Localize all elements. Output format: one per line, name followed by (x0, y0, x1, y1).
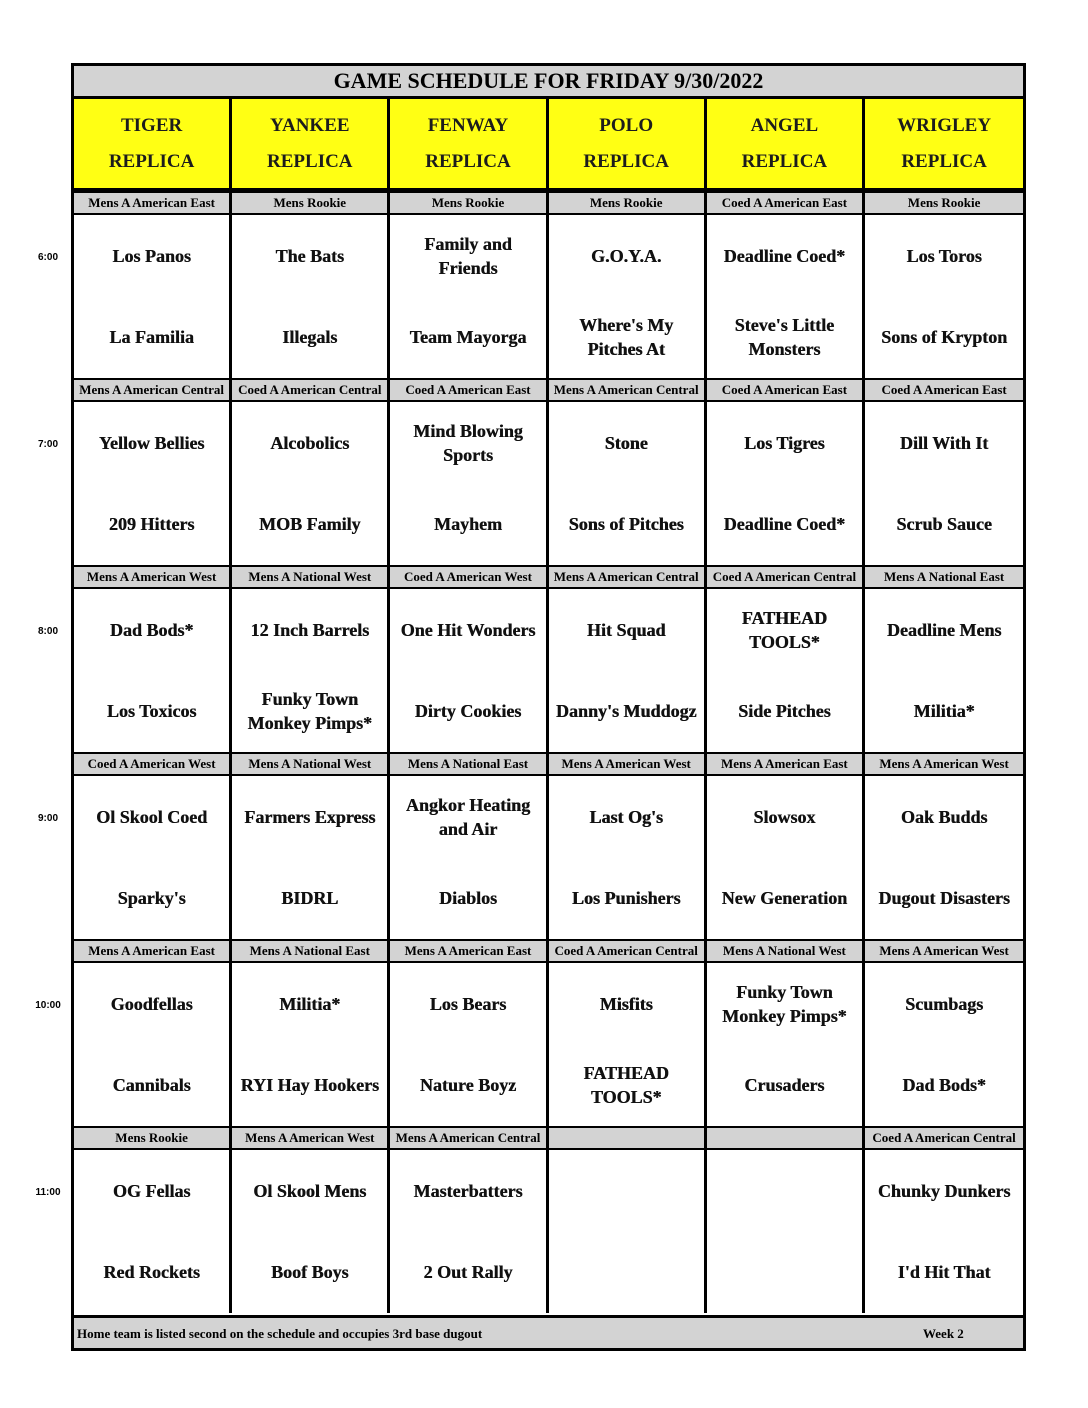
game-cell (232, 402, 390, 565)
home-team: Militia* (913, 701, 975, 721)
home-team: Steve's Little Monsters (734, 315, 835, 359)
field-subtitle: REPLICA (901, 150, 987, 172)
division-label: Coed A American Central (865, 1126, 1023, 1150)
home-team (707, 1236, 862, 1308)
field-fenway-header (390, 99, 548, 191)
division-label: Mens A American West (232, 1126, 390, 1150)
game-cell (390, 589, 548, 752)
division-label: Mens A National West (232, 752, 390, 776)
home-team: Dugout Disasters (878, 888, 1010, 908)
away-team: Yellow Bellies (98, 433, 205, 453)
division-label: Mens A National West (707, 939, 865, 963)
time-label: 11:00 (35, 1187, 61, 1198)
game-cell (707, 776, 865, 939)
game-cell (549, 589, 707, 752)
game-cell (74, 1150, 232, 1313)
page-title: GAME SCHEDULE FOR FRIDAY 9/30/2022 (74, 66, 1023, 99)
away-team: Family and Friends (424, 234, 512, 278)
game-cell (865, 963, 1023, 1126)
home-team: Deadline Coed* (723, 514, 846, 534)
away-team: Deadline Coed* (723, 246, 846, 266)
away-team: Mind Blowing Sports (413, 421, 523, 465)
away-team: One Hit Wonders (400, 620, 536, 640)
home-team: Scrub Sauce (896, 514, 992, 534)
home-team: Diablos (438, 888, 497, 908)
game-cell (390, 963, 548, 1126)
home-team: I'd Hit That (897, 1262, 991, 1282)
away-team: Farmers Express (244, 807, 376, 827)
field-name: FENWAY (427, 114, 509, 136)
home-team: Danny's Muddogz (555, 701, 697, 721)
division-label: Coed A American East (707, 378, 865, 402)
game-cell (232, 215, 390, 378)
away-team: Los Bears (429, 994, 507, 1014)
division-label: Coed A American Central (707, 565, 865, 589)
division-label: Mens A American West (865, 752, 1023, 776)
game-cell (74, 963, 232, 1126)
away-team: Hit Squad (586, 620, 666, 640)
field-polo-header (549, 99, 707, 191)
division-label: Coed A American East (865, 378, 1023, 402)
home-team: FATHEAD TOOLS* (583, 1063, 669, 1107)
game-cell (390, 1150, 548, 1313)
time-label: 9:00 (37, 813, 58, 824)
field-name: YANKEE (270, 114, 350, 136)
division-label: Mens A American Central (549, 378, 707, 402)
game-cell (549, 402, 707, 565)
field-wrigley-header (865, 99, 1023, 191)
away-team: Chunky Dunkers (877, 1181, 1011, 1201)
home-team: Sons of Pitches (568, 514, 684, 534)
home-team: Dad Bods* (902, 1075, 986, 1095)
time-label: 6:00 (37, 252, 58, 263)
away-team: Angkor Heating and Air (405, 795, 531, 839)
game-cell (549, 963, 707, 1126)
division-label: Mens A American East (74, 939, 232, 963)
away-team: Dad Bods* (109, 620, 194, 640)
home-team: Los Punishers (571, 888, 681, 908)
away-team: Deadline Mens (886, 620, 1002, 640)
away-team: Funky Town Monkey Pimps* (722, 982, 847, 1026)
away-team: Goodfellas (110, 994, 193, 1014)
home-team: Mayhem (433, 514, 502, 534)
home-team: Dirty Cookies (414, 701, 522, 721)
game-cell (707, 963, 865, 1126)
division-label: Mens Rookie (74, 1126, 232, 1150)
time-label: 7:00 (37, 439, 58, 450)
division-label (707, 1126, 865, 1150)
away-team: Alcobolics (270, 433, 350, 453)
division-label: Mens Rookie (390, 191, 548, 215)
game-cell (707, 215, 865, 378)
game-cell (707, 402, 865, 565)
division-label: Coed A American Central (232, 378, 390, 402)
division-label: Mens A American West (865, 939, 1023, 963)
game-cell (74, 402, 232, 565)
game-cell (74, 215, 232, 378)
away-team: Los Toros (906, 246, 982, 266)
home-team: Where's My Pitches At (579, 315, 674, 359)
away-team: Scumbags (905, 994, 984, 1014)
game-cell (74, 589, 232, 752)
game-cell (232, 963, 390, 1126)
away-team: 12 Inch Barrels (250, 620, 370, 640)
division-label: Coed A American East (390, 378, 548, 402)
week-label: Week 2 (923, 1326, 964, 1341)
game-cell (390, 215, 548, 378)
home-team: Boof Boys (271, 1262, 349, 1282)
home-team: Cannibals (112, 1075, 191, 1095)
game-cell (549, 1150, 707, 1313)
division-label: Mens A American Central (74, 378, 232, 402)
game-cell (232, 776, 390, 939)
division-label: Coed A American West (390, 565, 548, 589)
division-label: Mens A National East (390, 752, 548, 776)
division-label: Mens A National West (232, 565, 390, 589)
home-team: Team Mayorga (409, 327, 527, 347)
home-team: Side Pitches (738, 701, 831, 721)
time-label: 8:00 (37, 626, 58, 637)
division-label: Mens A American East (74, 191, 232, 215)
game-cell (232, 1150, 390, 1313)
field-subtitle: REPLICA (583, 150, 669, 172)
division-label: Mens Rookie (232, 191, 390, 215)
home-team: Sons of Krypton (881, 327, 1008, 347)
home-team (549, 1236, 704, 1308)
game-cell (865, 215, 1023, 378)
away-team: Slowsox (753, 807, 816, 827)
home-team: Red Rockets (103, 1262, 200, 1282)
game-cell (707, 1150, 865, 1313)
field-yankee-header (232, 99, 390, 191)
away-team: G.O.Y.A. (591, 246, 662, 266)
home-team: RYI Hay Hookers (240, 1075, 379, 1095)
home-team: 2 Out Rally (423, 1262, 513, 1282)
game-cell (74, 776, 232, 939)
game-cell (707, 589, 865, 752)
division-label: Coed A American East (707, 191, 865, 215)
division-label: Mens A American West (74, 565, 232, 589)
division-label: Mens A American West (549, 752, 707, 776)
home-team: 209 Hitters (108, 514, 195, 534)
away-team: Stone (604, 433, 648, 453)
division-label: Coed A American West (74, 752, 232, 776)
away-team: Oak Budds (900, 807, 988, 827)
division-label: Mens A American Central (390, 1126, 548, 1150)
game-cell (549, 215, 707, 378)
game-cell (865, 402, 1023, 565)
game-cell (390, 402, 548, 565)
away-team: Militia* (279, 994, 341, 1014)
footer-bar (74, 1315, 1023, 1348)
field-angel-header (707, 99, 865, 191)
away-team: OG Fellas (112, 1181, 191, 1201)
division-label: Mens A National East (865, 565, 1023, 589)
game-cell (390, 776, 548, 939)
time-label: 10:00 (35, 1000, 61, 1011)
division-label: Mens A American East (707, 752, 865, 776)
home-team: BIDRL (281, 888, 339, 908)
field-name: ANGEL (750, 114, 819, 136)
division-label: Mens Rookie (865, 191, 1023, 215)
field-subtitle: REPLICA (741, 150, 828, 172)
away-team: Masterbatters (413, 1181, 523, 1201)
game-cell (232, 589, 390, 752)
division-label: Mens A National East (232, 939, 390, 963)
home-team: MOB Family (259, 514, 361, 534)
away-team: Ol Skool Coed (96, 807, 208, 827)
home-team: Los Toxicos (106, 701, 197, 721)
footer-note: Home team is listed second on the schedule and occupies 3rd base dugout (77, 1326, 483, 1341)
home-team: Funky Town Monkey Pimps* (247, 689, 373, 733)
away-team: Los Tigres (744, 433, 825, 453)
away-team: FATHEAD TOOLS* (741, 608, 828, 652)
field-subtitle: REPLICA (425, 150, 511, 172)
home-team: Sparky's (117, 888, 186, 908)
field-subtitle: REPLICA (108, 150, 195, 172)
game-cell (549, 776, 707, 939)
field-subtitle: REPLICA (267, 150, 353, 172)
away-team (707, 1156, 862, 1226)
home-team: Crusaders (744, 1075, 825, 1095)
home-team: New Generation (721, 888, 848, 908)
away-team: Dill With It (899, 433, 989, 453)
schedule-grid (74, 99, 1023, 1315)
home-team: Illegals (282, 327, 338, 347)
home-team: Nature Boyz (419, 1075, 517, 1095)
division-label: Mens A American East (390, 939, 548, 963)
game-cell (865, 589, 1023, 752)
field-name: TIGER (120, 114, 183, 136)
game-cell (865, 1150, 1023, 1313)
division-label: Coed A American Central (549, 939, 707, 963)
schedule-table (71, 63, 1026, 1351)
division-label: Mens Rookie (549, 191, 707, 215)
away-team: Misfits (599, 994, 653, 1014)
division-label: Mens A American Central (549, 565, 707, 589)
field-name: WRIGLEY (897, 114, 992, 136)
away-team: Last Og's (589, 807, 663, 827)
division-label (549, 1126, 707, 1150)
away-team: Ol Skool Mens (253, 1181, 367, 1201)
game-cell (865, 776, 1023, 939)
field-name: POLO (599, 114, 654, 136)
away-team (549, 1156, 704, 1226)
away-team: Los Panos (112, 246, 191, 266)
field-tiger-header (74, 99, 232, 191)
away-team: The Bats (275, 246, 345, 266)
home-team: La Familia (109, 327, 194, 347)
